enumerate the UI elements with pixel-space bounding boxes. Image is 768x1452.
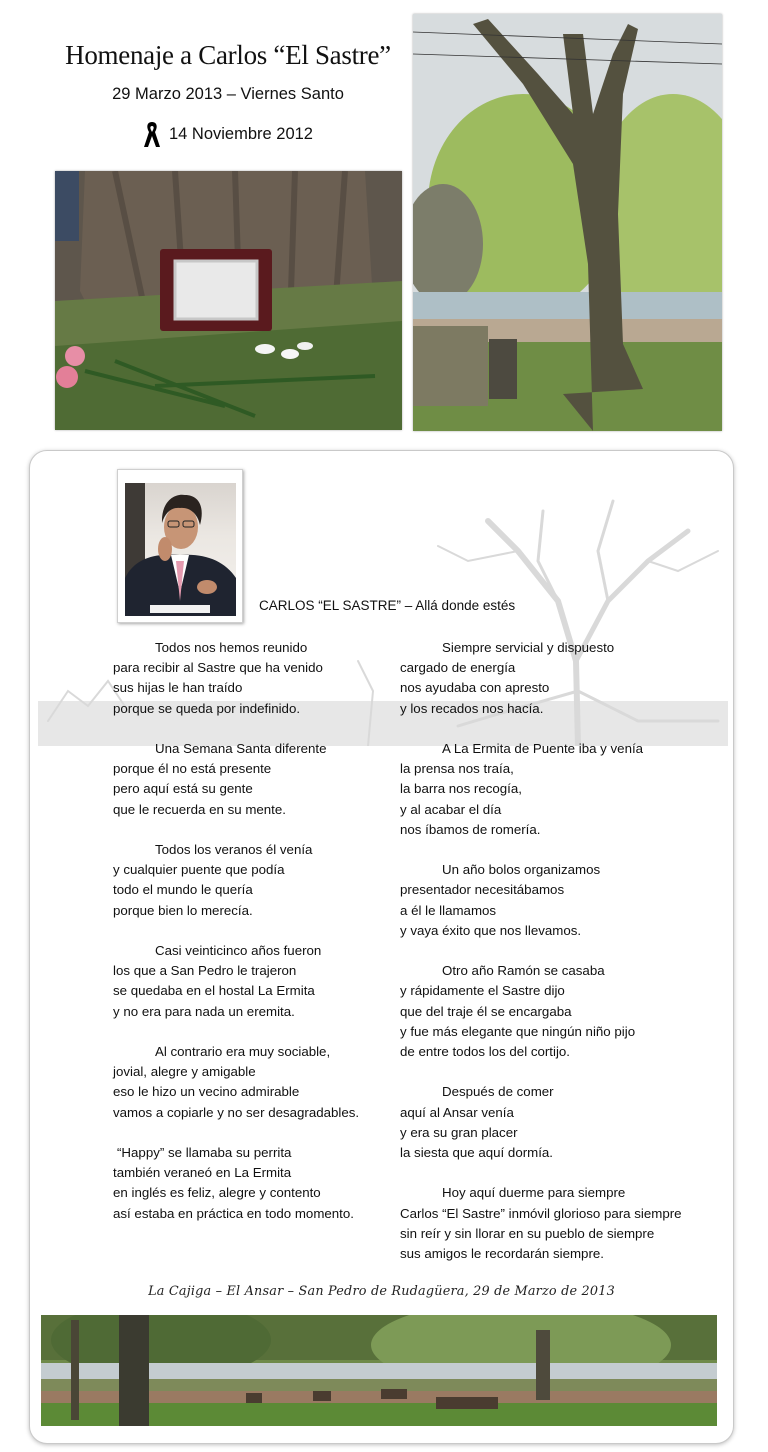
poem-line: porque él no está presente bbox=[113, 761, 272, 777]
poem-stanza bbox=[113, 1042, 359, 1123]
poem-stanza bbox=[113, 840, 359, 921]
memorial-date: 14 Noviembre 2012 bbox=[168, 124, 313, 143]
poem-line: aquí al Ansar venía bbox=[400, 1104, 514, 1120]
poem-line: todo el mundo le quería bbox=[113, 882, 253, 898]
poem-line: y fue más elegante que ningún niño pijo bbox=[400, 1023, 636, 1039]
poem-stanza bbox=[400, 961, 682, 1062]
poem-line: Todos los veranos él venía bbox=[155, 842, 313, 857]
poem-line: y cualquier puente que podía bbox=[113, 862, 285, 878]
poem-line: de entre todos los del cortijo. bbox=[400, 1044, 571, 1060]
plaque-photo bbox=[55, 171, 402, 430]
poem-line: Siempre servicial y dispuesto bbox=[442, 640, 615, 655]
poem-line: y rápidamente el Sastre dijo bbox=[400, 983, 565, 999]
poem-stanza bbox=[400, 860, 682, 941]
poem-line: la siesta que aquí dormía. bbox=[400, 1145, 554, 1161]
poem-line: en inglés es feliz, alegre y contento bbox=[113, 1185, 321, 1201]
poem-column-right bbox=[400, 638, 682, 1284]
poem-line: porque bien lo merecía. bbox=[113, 902, 253, 918]
poem-line: que le recuerda en su mente. bbox=[113, 801, 286, 817]
poem-line: y los recados nos hacía. bbox=[400, 700, 544, 716]
poem-line: la barra nos recogía, bbox=[400, 781, 522, 797]
black-ribbon-icon bbox=[143, 119, 161, 149]
poem-line: vamos a copiarle y no ser desagradables. bbox=[113, 1104, 360, 1120]
poem-line: y vaya éxito que nos llevamos. bbox=[400, 922, 582, 938]
poem-line: eso le hizo un vecino admirable bbox=[113, 1084, 300, 1100]
header-card bbox=[52, 18, 404, 164]
poem-line: Después de comer bbox=[442, 1084, 554, 1100]
poem-stanza bbox=[400, 638, 682, 719]
poem-stanza bbox=[400, 1082, 682, 1163]
poem-line: a él le llamamos bbox=[400, 902, 497, 918]
poem-line: presentador necesitábamos bbox=[400, 882, 565, 898]
poem-stanza bbox=[400, 739, 682, 840]
poem-stanza bbox=[113, 638, 359, 719]
poem-line: A La Ermita de Puente iba y venía bbox=[442, 741, 644, 756]
poem-line: y no era para nada un eremita. bbox=[113, 1003, 295, 1019]
poem-stanza bbox=[113, 941, 359, 1022]
park-panorama-photo bbox=[41, 1315, 717, 1426]
poem-line: se quedaba en el hostal La Ermita bbox=[113, 983, 315, 999]
poem-line: para recibir al Sastre que ha venido bbox=[113, 660, 323, 676]
poem-card bbox=[29, 450, 734, 1444]
poem-line: sin reír y sin llorar en su pueblo de siempre bbox=[400, 1225, 655, 1241]
memorial-line bbox=[52, 119, 404, 149]
poem-column-left bbox=[113, 638, 359, 1244]
poem-stanza bbox=[113, 739, 359, 820]
page-title: Homenaje a Carlos “El Sastre” bbox=[65, 40, 391, 70]
poem-line: Hoy aquí duerme para siempre bbox=[442, 1185, 626, 1201]
poem-line: Todos nos hemos reunido bbox=[155, 640, 308, 655]
poem-footer: La Cajiga – El Ansar – San Pedro de Rudagüera, 29 de Marzo de 2013 bbox=[148, 1284, 615, 1299]
poem-line: así estaba en práctica en todo momento. bbox=[113, 1205, 354, 1221]
date-line: 29 Marzo 2013 – Viernes Santo bbox=[112, 85, 344, 103]
poem-line: Una Semana Santa diferente bbox=[155, 741, 327, 756]
poem-heading: CARLOS “EL SASTRE” – Allá donde estés bbox=[259, 598, 516, 613]
poem-line: cargado de energía bbox=[400, 660, 516, 676]
poem-line: y al acabar el día bbox=[400, 801, 502, 817]
poem-line: también veraneó en La Ermita bbox=[113, 1165, 292, 1181]
tree-photo bbox=[413, 14, 722, 431]
portrait-photo bbox=[117, 469, 243, 623]
poem-line: Otro año Ramón se casaba bbox=[442, 963, 605, 979]
poem-line: que del traje él se encargaba bbox=[400, 1003, 572, 1019]
poem-line: y era su gran placer bbox=[400, 1124, 518, 1140]
poem-line: pero aquí está su gente bbox=[113, 781, 253, 797]
poem-line: porque se queda por indefinido. bbox=[113, 700, 301, 716]
poem-line: sus hijas le han traído bbox=[113, 680, 243, 696]
poem-line: nos ayudaba con apresto bbox=[400, 680, 550, 696]
poem-line: la prensa nos traía, bbox=[400, 761, 514, 777]
poem-line: Carlos “El Sastre” inmóvil glorioso para siempre bbox=[400, 1205, 682, 1221]
poem-line: Un año bolos organizamos bbox=[442, 862, 601, 878]
poem-line: Casi veinticinco años fueron bbox=[155, 943, 322, 958]
poem-line: Al contrario era muy sociable, bbox=[155, 1044, 331, 1059]
poem-line: “Happy” se llamaba su perrita bbox=[117, 1145, 292, 1160]
poem-line: jovial, alegre y amigable bbox=[113, 1064, 256, 1080]
poem-line: los que a San Pedro le trajeron bbox=[113, 963, 297, 979]
poem-line: nos íbamos de romería. bbox=[400, 821, 541, 837]
poem-stanza bbox=[113, 1143, 359, 1224]
poem-stanza bbox=[400, 1183, 682, 1264]
poem-line: sus amigos le recordarán siempre. bbox=[400, 1246, 604, 1262]
